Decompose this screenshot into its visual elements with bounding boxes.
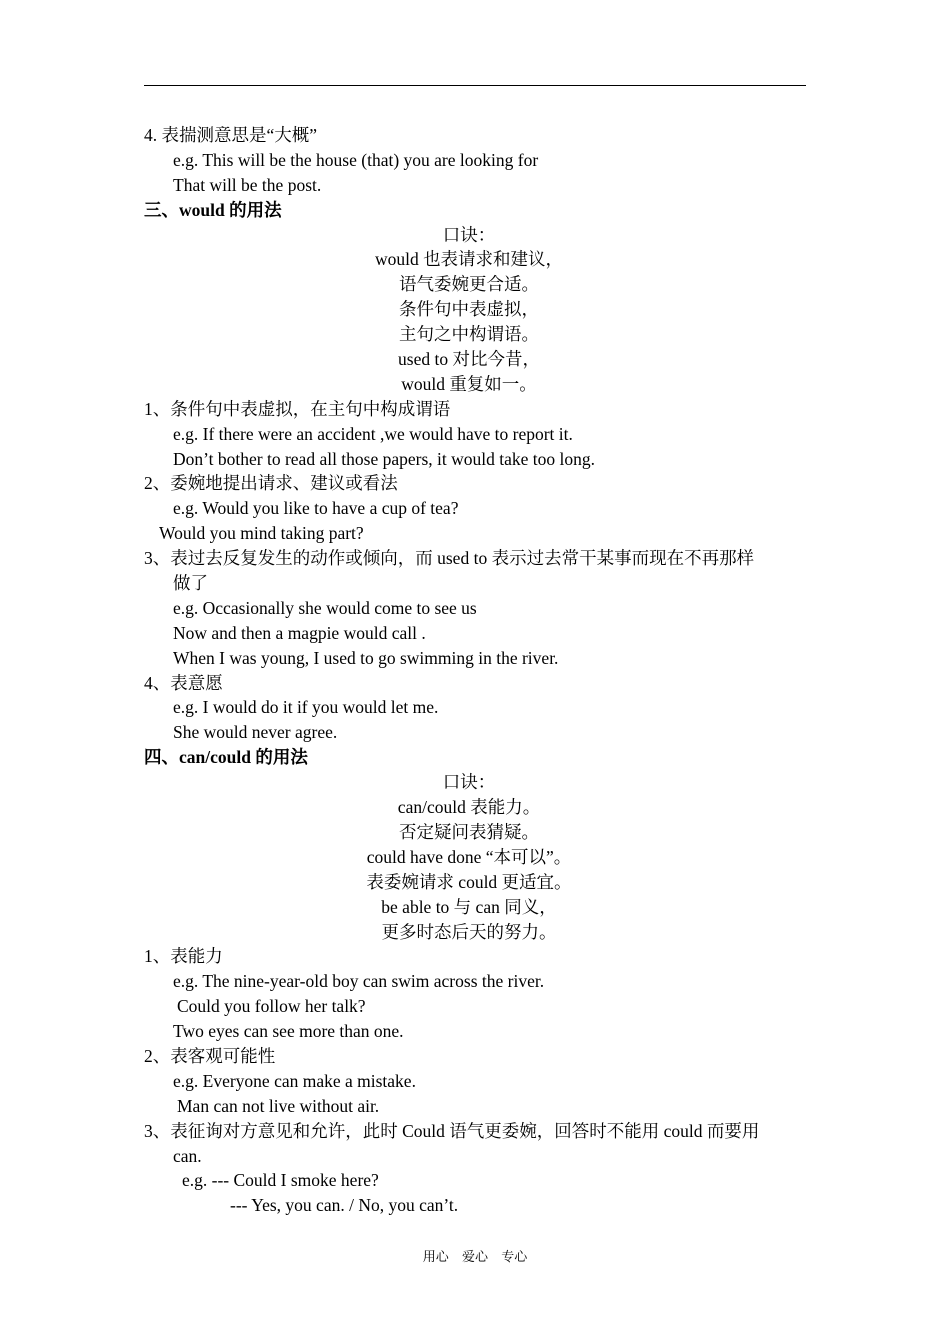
text-line: She would never agree. <box>173 722 338 743</box>
text-line: e.g. --- Could I smoke here? <box>182 1170 379 1191</box>
text-line: Would you mind taking part? <box>159 523 364 544</box>
text-line: e.g. Everyone can make a mistake. <box>173 1070 416 1091</box>
footer-word-3: 专心 <box>501 1249 528 1264</box>
rhyme-line: be able to 与 can 同义， <box>381 896 557 917</box>
text-line: --- Yes, you can. / No, you can’t. <box>230 1195 459 1216</box>
text-line: Now and then a magpie would call . <box>173 622 426 643</box>
text-line: 1、条件句中表虚拟，在主句中构成谓语 <box>144 398 451 419</box>
rhyme-line: would 重复如一。 <box>401 373 537 394</box>
text-line: Man can not live without air. <box>177 1095 380 1116</box>
text-line: 3、表征询对方意见和允许，此时 Could 语气更委婉，回答时不能用 could 而要用 <box>144 1120 760 1141</box>
footer-word-2: 爱心 <box>461 1249 488 1264</box>
rhyme-line: 口诀： <box>442 224 496 245</box>
section-heading: 三、would 的用法 <box>144 199 282 220</box>
text-line: 做了 <box>173 573 208 594</box>
rhyme-line: would 也表请求和建议， <box>374 249 564 270</box>
rhyme-line: could have done “本可以”。 <box>366 846 572 867</box>
text-line: Two eyes can see more than one. <box>173 1021 404 1042</box>
text-line: 2、委婉地提出请求、建议或看法 <box>144 473 398 494</box>
section-heading: 四、can/could 的用法 <box>144 747 308 768</box>
rhyme-line: 更多时态后天的努力。 <box>381 921 557 942</box>
rhyme-line: 条件句中表虚拟， <box>399 299 539 320</box>
document-body <box>144 123 809 1218</box>
rhyme-line: can/could 表能力。 <box>397 797 541 818</box>
text-line: That will be the post. <box>173 174 322 195</box>
text-line: 4、表意愿 <box>144 672 223 693</box>
rhyme-line: 口诀： <box>442 772 496 793</box>
text-line: e.g. Would you like to have a cup of tea? <box>173 498 459 519</box>
header-rule <box>144 85 806 86</box>
text-line: e.g. This will be the house (that) you are looking for <box>173 149 539 170</box>
text-line: e.g. Occasionally she would come to see us <box>173 597 477 618</box>
text-line: 1、表能力 <box>144 946 223 967</box>
text-line: When I was young, I used to go swimming in the river. <box>173 647 559 668</box>
footer-word-1: 用心 <box>422 1249 449 1264</box>
rhyme-line: 语气委婉更合适。 <box>399 274 539 295</box>
text-line: 3、表过去反复发生的动作或倾向，而 used to 表示过去常干某事而现在不再那样 <box>144 548 755 569</box>
text-line: e.g. The nine-year-old boy can swim across the river. <box>173 971 545 992</box>
page-footer <box>0 1248 950 1266</box>
rhyme-line: 主句之中构谓语。 <box>399 324 539 345</box>
text-line: can. <box>173 1145 202 1166</box>
text-line: e.g. I would do it if you would let me. <box>173 697 439 718</box>
rhyme-line: 否定疑问表猜疑。 <box>399 821 539 842</box>
text-line: 4. 表揣测意思是“大概” <box>144 125 318 145</box>
text-line: Don’t bother to read all those papers, it would take too long. <box>173 448 596 469</box>
rhyme-line: 表委婉请求 could 更适宜。 <box>366 871 572 892</box>
text-line: e.g. If there were an accident ,we would have to report it. <box>173 423 573 444</box>
rhyme-line: used to 对比今昔， <box>398 349 540 370</box>
text-line: Could you follow her talk? <box>177 996 366 1017</box>
text-line: 2、表客观可能性 <box>144 1045 276 1066</box>
